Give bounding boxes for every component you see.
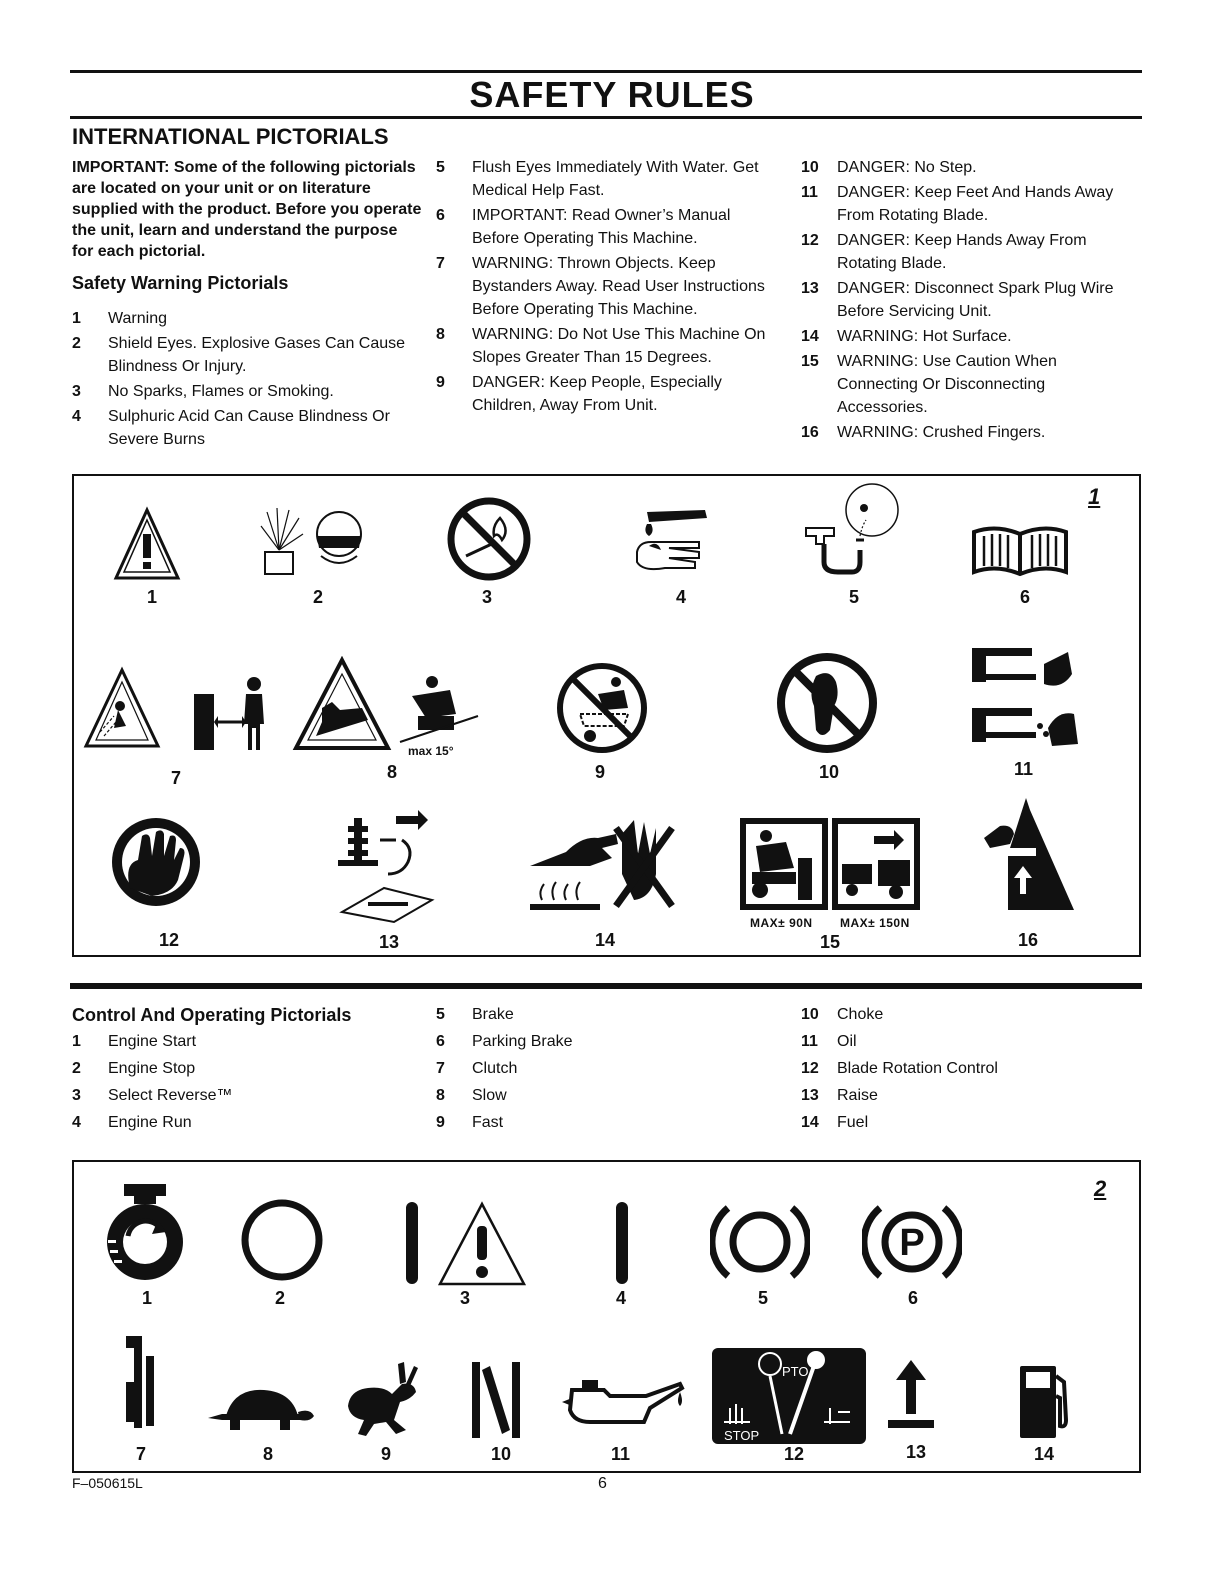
no-flames-icon — [446, 496, 532, 582]
page-title: SAFETY RULES — [469, 74, 755, 115]
pictorial-number: 2 — [275, 1288, 286, 1308]
hand-rotating-blade-icon — [108, 814, 204, 910]
safety-item: 13 DANGER: Disconnect Spark Plug Wire Before Servicing Unit. — [801, 280, 1114, 320]
safety-item: 8 WARNING: Do Not Use This Machine On Slopes Greater Than 15 Degrees. — [436, 326, 766, 366]
force-label-right: MAX± 150N — [840, 916, 910, 930]
pictorial-number: 6 — [1020, 587, 1031, 607]
pictorial-number: 4 — [676, 587, 687, 607]
engine-stop-icon — [240, 1198, 324, 1282]
safety-item: 16 WARNING: Crushed Fingers. — [801, 424, 1046, 441]
pictorial-number: 4 — [616, 1288, 627, 1308]
control-item: 3 Select Reverse™ — [72, 1087, 233, 1104]
control-item: 10 Choke — [801, 1006, 884, 1023]
pictorial-number: 5 — [849, 587, 860, 607]
control-item: 4 Engine Run — [72, 1114, 192, 1131]
important-notice: IMPORTANT: Some of the following pictorials are located on your unit or on literature supplied with the product. Before you operate the unit, learn and understand the purpose for each pictorial. — [72, 159, 422, 260]
blade-rotation-control-icon — [710, 1346, 868, 1446]
safety-list-col2 — [436, 156, 781, 419]
control-item: 6 Parking Brake — [436, 1033, 573, 1050]
engine-run-icon — [612, 1198, 632, 1288]
control-item: 12 Blade Rotation Control — [801, 1060, 998, 1077]
safety-item: 5 Flush Eyes Immediately With Water. Get Medical Help Fast. — [436, 159, 759, 199]
safety-list-col3 — [801, 156, 1131, 446]
pictorial-number: 10 — [491, 1444, 512, 1464]
safety-item: 14 WARNING: Hot Surface. — [801, 328, 1012, 345]
raise-arrow-icon — [886, 1356, 936, 1432]
control-list-col3 — [801, 1003, 1131, 1138]
safety-item: 7 WARNING: Thrown Objects. Keep Bystanders Away. Read User Instructions Before Operating This Machine. — [436, 255, 765, 318]
slow-turtle-icon — [206, 1386, 316, 1436]
control-item: 11 Oil — [801, 1033, 857, 1050]
owners-manual-icon — [970, 522, 1070, 578]
control-pictorial-box — [72, 1160, 1141, 1473]
clutch-icon — [122, 1332, 162, 1432]
control-item: 5 Brake — [436, 1006, 514, 1023]
parking-letter: P — [899, 1222, 925, 1264]
pictorial-number: 7 — [136, 1444, 147, 1464]
pictorial-number: 11 — [1014, 759, 1034, 779]
pictorial-number: 12 — [159, 930, 180, 950]
select-reverse-icon — [402, 1198, 528, 1288]
control-item: 8 Slow — [436, 1087, 507, 1104]
control-item: 1 Engine Start — [72, 1033, 197, 1050]
safety-item: 6 IMPORTANT: Read Owner’s Manual Before Operating This Machine. — [436, 207, 731, 247]
pto-label: PTO — [782, 1364, 809, 1379]
pictorial-number: 8 — [263, 1444, 274, 1464]
acid-burn-icon — [629, 502, 729, 582]
pictorial-number: 16 — [1018, 930, 1039, 950]
safety-item: 9 DANGER: Keep People, Especially Children, Away From Unit. — [436, 374, 722, 414]
pictorial-number: 3 — [482, 587, 493, 607]
safety-item: 12 DANGER: Keep Hands Away From Rotating Blade. — [801, 232, 1087, 272]
choke-icon — [468, 1358, 524, 1442]
pictorial-number: 1 — [147, 587, 158, 607]
control-list-col1 — [72, 1030, 412, 1138]
engine-start-icon — [102, 1182, 188, 1282]
box-tag-2: 2 — [1094, 1176, 1107, 1201]
shield-eyes-icon — [259, 504, 369, 579]
control-item: 9 Fast — [436, 1114, 504, 1131]
stop-label: STOP — [724, 1428, 760, 1443]
fuel-pump-icon — [1014, 1362, 1074, 1442]
document-code: F–050615L — [72, 1475, 143, 1491]
title-rule — [70, 116, 1142, 119]
pictorial-number: 9 — [381, 1444, 392, 1464]
pictorial-number: 9 — [595, 762, 606, 782]
pictorial-number: 11 — [611, 1444, 631, 1464]
pictorial-number: 14 — [595, 930, 616, 950]
disconnect-spark-plug-icon — [328, 804, 448, 924]
crushed-fingers-icon — [980, 794, 1080, 924]
box-tag-1: 1 — [1088, 484, 1101, 509]
pictorial-number: 13 — [906, 1442, 927, 1462]
keep-bystanders-away-icon — [190, 674, 270, 754]
slope-warning-icon — [292, 656, 482, 756]
control-item: 13 Raise — [801, 1087, 878, 1104]
oil-can-icon — [560, 1376, 690, 1436]
pictorial-number: 14 — [1034, 1444, 1055, 1464]
control-heading: Control And Operating Pictorials — [72, 1005, 352, 1025]
parking-brake-icon — [862, 1202, 962, 1282]
connecting-accessories-icon — [738, 816, 922, 912]
pictorial-number: 15 — [820, 932, 841, 952]
page-number: 6 — [598, 1475, 607, 1492]
section-title: INTERNATIONAL PICTORIALS — [72, 124, 389, 149]
pictorial-number: 13 — [379, 932, 400, 952]
flush-eyes-icon — [794, 480, 914, 580]
control-item: 2 Engine Stop — [72, 1060, 196, 1077]
safety-item: 15 WARNING: Use Caution When Connecting Or Disconnecting Accessories. — [801, 353, 1057, 416]
safety-item: 1 Warning — [72, 310, 167, 327]
safety-heading: Safety Warning Pictorials — [72, 273, 289, 293]
safety-item: 3 No Sparks, Flames or Smoking. — [72, 383, 334, 400]
safety-item: 10 DANGER: No Step. — [801, 159, 977, 176]
hot-surface-icon — [526, 814, 676, 914]
safety-pictorial-box — [72, 474, 1141, 957]
slope-label: max 15° — [408, 744, 454, 758]
pictorial-number: 1 — [142, 1288, 153, 1308]
section-divider — [70, 983, 1142, 989]
brake-icon — [710, 1202, 810, 1282]
pictorial-number: 8 — [387, 762, 398, 782]
safety-item: 4 Sulphuric Acid Can Cause Blindness Or Severe Burns — [72, 408, 390, 448]
safety-list-col1 — [72, 307, 412, 453]
no-step-icon — [774, 650, 880, 756]
safety-item: 11 DANGER: Keep Feet And Hands Away From Rotating Blade. — [801, 184, 1114, 224]
pictorial-number: 7 — [171, 768, 182, 788]
safety-item: 2 Shield Eyes. Explosive Gases Can Cause Blindness Or Injury. — [72, 335, 406, 375]
fast-rabbit-icon — [340, 1360, 420, 1440]
pictorial-number: 5 — [758, 1288, 769, 1308]
warning-triangle-icon — [112, 506, 182, 581]
pictorial-number: 12 — [784, 1444, 805, 1464]
pictorial-number: 6 — [908, 1288, 919, 1308]
top-rule — [70, 70, 1142, 73]
force-label-left: MAX± 90N — [750, 916, 813, 930]
pictorial-number: 2 — [313, 587, 324, 607]
rotating-blade-feet-hands-icon — [968, 644, 1088, 754]
keep-children-away-icon — [554, 660, 650, 756]
thrown-objects-icon — [82, 666, 162, 751]
control-item: 14 Fuel — [801, 1114, 869, 1131]
control-item: 7 Clutch — [436, 1060, 518, 1077]
pictorial-number: 3 — [460, 1288, 471, 1308]
control-list-col2 — [436, 1003, 776, 1138]
pictorial-number: 10 — [819, 762, 840, 782]
